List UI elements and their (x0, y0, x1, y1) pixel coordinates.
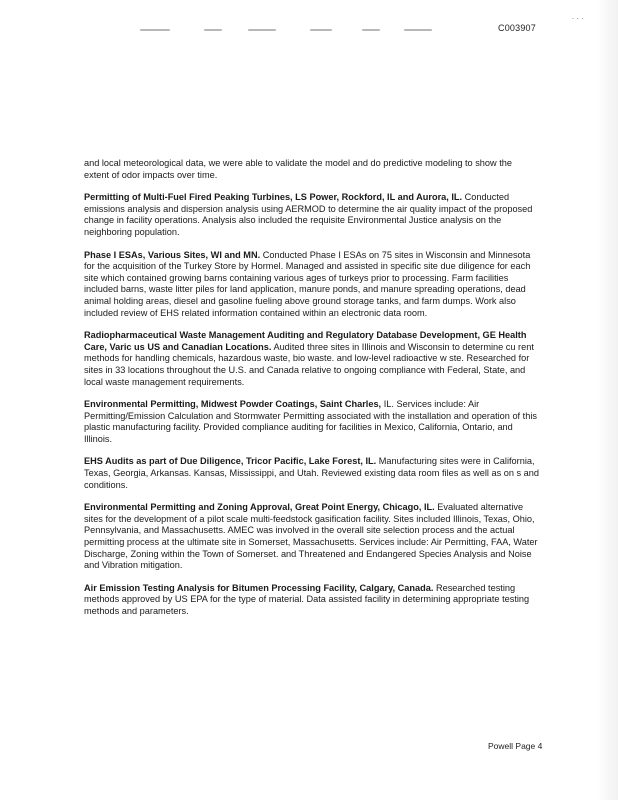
project-title: Environmental Permitting and Zoning Approval, Great Point Energy, Chicago, IL. (84, 502, 435, 513)
faded-header-text (140, 29, 440, 33)
project-entry-great-point-energy (84, 502, 539, 572)
project-entry-ls-power (84, 192, 539, 238)
document-body (84, 158, 539, 629)
project-entry-bitumen-testing (84, 583, 539, 618)
project-title: Radiopharmaceutical Waste Management Auditing and Regulatory Database Development, GE Health Care, Varic us US and Canadian Locations. (84, 330, 527, 352)
project-description: Evaluated alternative sites for the development of a pilot scale multi-feedstock gasification facility. Sites included Illinois, Texas, Ohio, Pennsylvania, and Massachusetts. AMEC was involved in the overall site selection process and the actual permitting process at the ultimate site in Somerset, Massachusetts. Services include: Air Permitting, FAA, Water Discharge, Zoning within the Town of Somerset. and Threatened and Endangered Species Analysis and Noise and Vibration mitigation. (84, 502, 538, 571)
scan-edge-shadow (596, 0, 618, 800)
project-entry-ge-health-care (84, 330, 539, 388)
project-description: Conducted emissions analysis and dispersion analysis using AERMOD to determine the air quality impact of the proposed change in facility operations. Analysis also included the requisite Environmental Justice analysis on the neighboring population. (84, 192, 533, 237)
project-entry-tricor-pacific (84, 456, 539, 491)
paragraph-continuation (84, 158, 539, 181)
paragraph-text: and local meteorological data, we were able to validate the model and do predictive modeling to show the extent of odor impacts over time. (84, 158, 512, 180)
document-control-number: C003907 (498, 23, 536, 33)
project-description: Researched testing methods approved by US EPA for the type of material. Data assisted facility in determining appropriate testing methods and parameters. (84, 582, 530, 616)
project-entry-phase-i-esas (84, 250, 539, 320)
project-description: IL. Services include: Air Permitting/Emission Calculation and Stormwater Permitting associated with the installation and operation of this plastic manufacturing facility. Provided compliance auditing for facilities in Mexico, California, Ontario, and Illinois. (84, 399, 537, 444)
project-entry-midwest-powder (84, 399, 539, 445)
project-description: Conducted Phase I ESAs on 75 sites in Wisconsin and Minnesota for the acquisition of the Turkey Store by Hormel. Managed and assisted in specific site due diligence for each site which contained growing barns containing various ages of turkeys prior to processing. Farm facilities included barns, waste litter piles for land application, manure ponds, and manure spreading operations, dead animal holding areas, diesel and gasoline fueling above ground storage tanks, and farm dumps. Work also included review of EHS related information contained within an electronic data room. (84, 249, 531, 318)
project-title: Air Emission Testing Analysis for Bitumen Processing Facility, Calgary, Canada. (84, 582, 434, 593)
project-title: Phase I ESAs, Various Sites, WI and MN. (84, 249, 261, 260)
scan-corner-marks: · · · (571, 14, 584, 23)
project-description: Manufacturing sites were in California, Texas, Georgia, Arkansas. Kansas, Mississippi, and Utah. Reviewed existing data room files as well as on s and conditions. (84, 456, 539, 490)
project-title: EHS Audits as part of Due Diligence, Tricor Pacific, Lake Forest, IL. (84, 456, 377, 467)
project-title: Environmental Permitting, Midwest Powder Coatings, Saint Charles, (84, 399, 382, 410)
project-title: Permitting of Multi-Fuel Fired Peaking Turbines, LS Power, Rockford, IL and Aurora, IL. (84, 192, 463, 203)
project-description: Audited three sites in Illinois and Wisconsin to determine cu rent methods for handling chemicals, hazardous waste, bio waste. and low-level radioactive w ste. Researched for sites in 33 locations throughout the U.S. and Canada relative to ongoing compliance with Federal, State, and local waste management requirements. (84, 341, 534, 387)
page-footer: Powell Page 4 (488, 741, 543, 751)
